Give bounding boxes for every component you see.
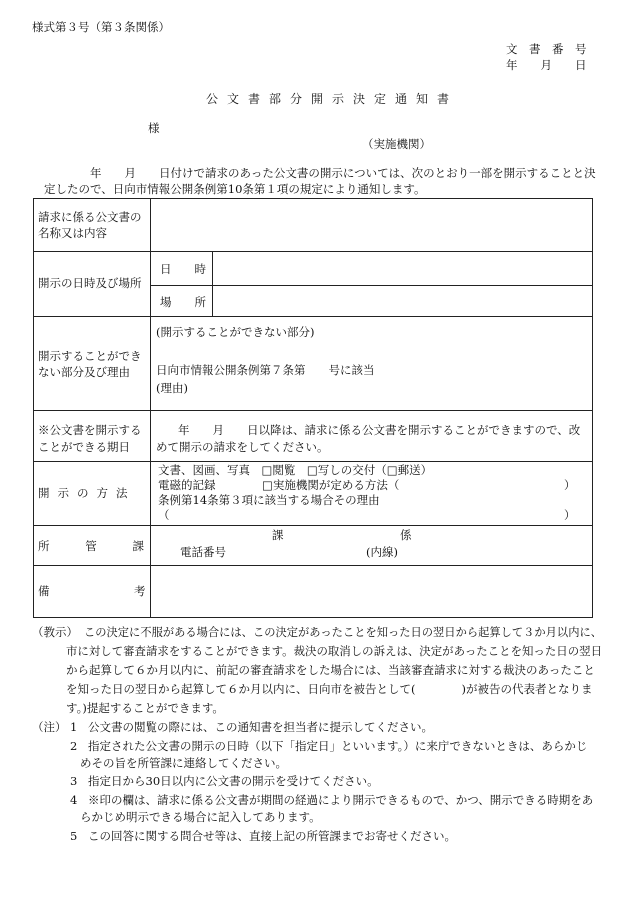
notice-line-3: から起算して６か月以内に、前記の審査請求をした場合には、当該審査請求に対する裁決のあったこと — [66, 663, 595, 677]
disclosure-possible-date-label-1: ※公文書を開示する — [38, 423, 142, 437]
undisclosable-part-heading: (開示することができない部分) — [156, 325, 315, 339]
undisclosable-label-2: ない部分及び理由 — [38, 365, 130, 379]
intro-line-2: 定したので、日向市情報公開条例第10条第１項の規定により通知します。 — [44, 182, 426, 196]
note-4-line-2: らかじめ明示できる場合に記入してあります。 — [80, 810, 321, 824]
request-document-label-1: 請求に係る公文書の — [38, 210, 142, 224]
ordinance-clause: 日向市情報公開条例第７条第 号に該当 — [156, 363, 375, 377]
note-2-line-2: めその旨を所管課に連絡してください。 — [80, 756, 287, 770]
responsible-section-char-2: 管 — [85, 539, 97, 553]
issuer-label: （実施機関） — [362, 137, 431, 151]
intro-line-1: 年 月 日付けで請求のあった公文書の開示については、次のとおり一部を開示することと決 — [90, 166, 596, 180]
note-2-number: 2 — [70, 739, 78, 753]
responsible-section-char-3: 課 — [132, 539, 144, 553]
disclosure-method-electronic: 電磁的記録 — [158, 478, 216, 492]
notice-line-5: す。)提起することができます。 — [66, 701, 224, 715]
disclosure-method-label: 開示の方法 — [38, 486, 136, 500]
notes-label: （注） — [32, 720, 67, 734]
notice-label: （教示） — [32, 625, 78, 639]
remarks-label-left: 備 — [38, 584, 50, 598]
disclosure-possible-date-text-1: 年 月 日以降は、請求に係る公文書を開示することができますので、改 — [178, 423, 581, 437]
section-label: 課 — [272, 528, 284, 542]
disclosure-datetime-place-label: 開示の日時及び場所 — [38, 276, 142, 290]
note-4-line-1: ※印の欄は、請求に係る公文書が期間の経過により開示できるもので、かつ、開示できる時期をあ — [88, 793, 594, 807]
request-document-label-2: 名称又は内容 — [38, 226, 107, 240]
note-2-line-1: 指定された公文書の開示の日時（以下「指定日」といいます。）に来庁できないときは、あらかじ — [88, 739, 588, 753]
note-5-number: 5 — [70, 829, 78, 843]
disclosure-date-label: 日 時 — [160, 262, 206, 276]
disclosure-method-line-1: 文書、図画、写真 □閲覧 □写しの交付（□郵送） — [158, 463, 433, 477]
note-3-line-1: 指定日から30日以内に公文書の開示を受けてください。 — [88, 774, 379, 788]
form-number: 様式第３号（第３条関係） — [32, 20, 170, 34]
note-3-number: 3 — [70, 774, 78, 788]
responsible-section-label — [38, 541, 144, 553]
disclosure-method-open-paren: （ — [158, 508, 170, 522]
disclosure-possible-date-label-2: ことができる期日 — [38, 440, 130, 454]
extension-label: (内線) — [366, 545, 398, 559]
responsible-section-char-1: 所 — [38, 539, 50, 553]
addressee-honorific: 様 — [148, 121, 160, 135]
issue-date-label: 年 月 日 — [506, 58, 587, 72]
reason-label: (理由) — [156, 381, 188, 395]
note-1-number: 1 — [70, 720, 78, 734]
remarks-label-right: 考 — [134, 584, 146, 598]
subsection-label: 係 — [400, 528, 412, 542]
disclosure-method-ordinance-reason: 条例第14条第３項に該当する場合その理由 — [158, 493, 380, 507]
note-4-number: 4 — [70, 793, 78, 807]
notice-line-2: 市に対して審査請求をすることができます。裁決の取消しの訴えは、決定があったことを知った日の翌日 — [66, 644, 602, 658]
notice-line-1: この決定に不服がある場合には、この決定があったことを知った日の翌日から起算して３か月以内に、 — [84, 625, 602, 639]
document-number-label: 文 書 番 号 — [506, 42, 587, 56]
disclosure-method-close-paren-1: ） — [564, 478, 576, 492]
note-1-line-1: 公文書の閲覧の際には、この通知書を担当者に提示してください。 — [88, 720, 433, 734]
disclosure-possible-date-text-2: めて開示の請求をしてください。 — [156, 440, 329, 454]
note-5-line-1: この回答に関する問合せ等は、直接上記の所管課までお寄せください。 — [88, 829, 456, 843]
undisclosable-label-1: 開示することができ — [38, 349, 142, 363]
notice-line-4: を知った日の翌日から起算して６か月以内に、日向市を被告として( )が被告の代表者となりま — [66, 682, 593, 696]
disclosure-place-label: 場 所 — [160, 295, 206, 309]
phone-number-label: 電話番号 — [180, 545, 226, 559]
disclosure-method-close-paren-2: ） — [564, 508, 576, 522]
disclosure-method-agency-defined: □実施機関が定める方法（ — [262, 478, 400, 492]
document-title: 公文書部分開示決定通知書 — [206, 92, 459, 106]
